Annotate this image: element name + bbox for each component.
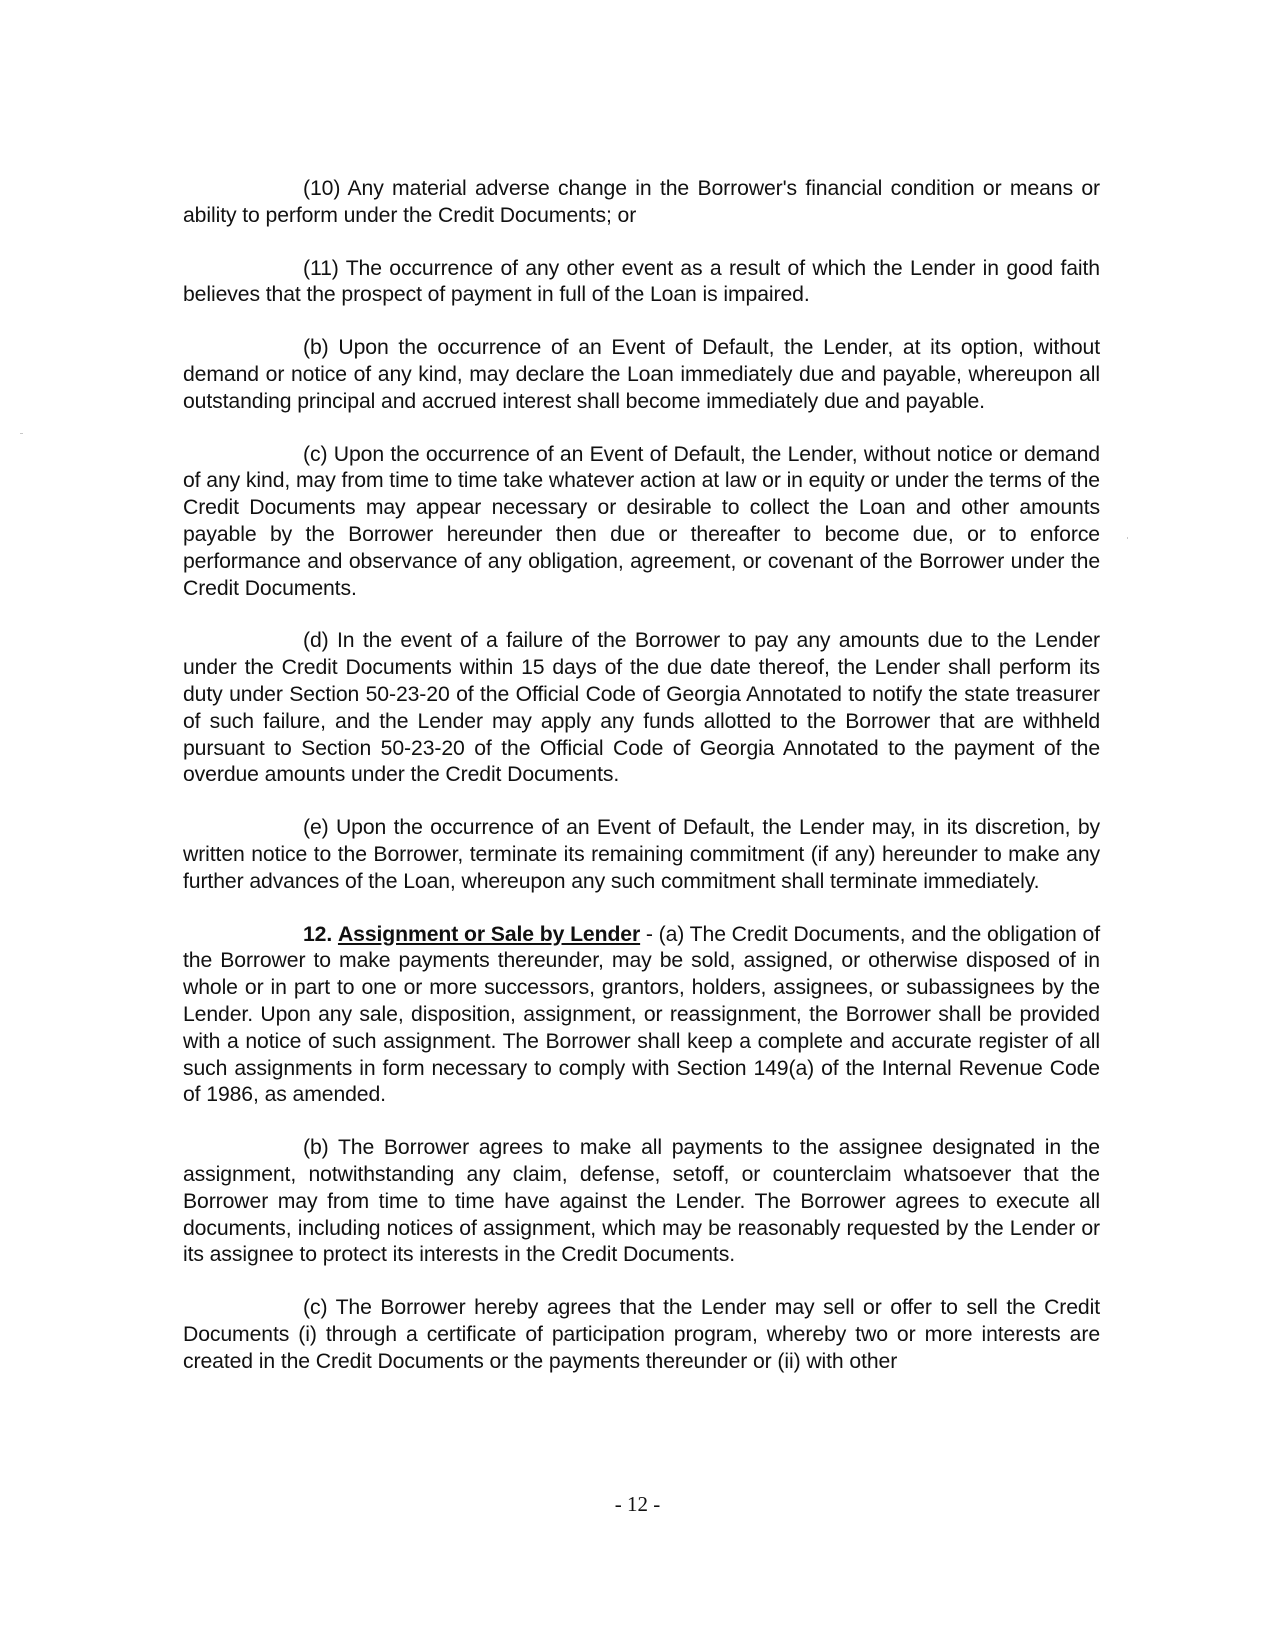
paragraph-b-acceleration: (b) Upon the occurrence of an Event of Default, the Lender, at its option, without demand or notice of any kind, may declare the Loan immediately due and payable, whereupon all outstanding principal and accrued interest shall become immediately due and payable. [183,336,1100,413]
document-page [183,176,1100,1401]
section-12-paragraph-c: (c) The Borrower hereby agrees that the Lender may sell or offer to sell the Credit Documents (i) through a certificate of participation program, whereby two or more interests are created in the Credit Documents or the payments thereunder or (ii) with other [183,1296,1100,1373]
paragraph-c-remedies: (c) Upon the occurrence of an Event of Default, the Lender, without notice or demand of any kind, may from time to time take whatever action at law or in equity or under the terms of the Credit Documents may appear necessary or desirable to collect the Loan and other amounts payable by the Borrower hereunder then due or thereafter to become due, or to enforce performance and observance of any obligation, agreement, or covenant of the Borrower under the Credit Documents. [183,442,1100,600]
section-12-paragraph-a [183,922,1100,1110]
scan-artifact [20,433,23,434]
paragraph-item-10: (10) Any material adverse change in the Borrower's financial condition or means or ability to perform under the Credit Documents; or [183,177,1100,227]
paragraph-e-termination: (e) Upon the occurrence of an Event of Default, the Lender may, in its discretion, by written notice to the Borrower, terminate its remaining commitment (if any) hereunder to make any further advances of the Loan, whereupon any such commitment shall terminate immediately. [183,816,1100,893]
page-number: - 12 - [614,1492,661,1516]
paragraph-item-11: (11) The occurrence of any other event as a result of which the Lender in good faith believes that the prospect of payment in full of the Loan is impaired. [183,256,1100,307]
section-12-text-a: - (a) The Credit Documents, and the obligation of the Borrower to make payments thereunder, may be sold, assigned, or otherwise disposed of in whole or in part to one or more successors, grantors, holders, assignees, or subassignees by the Lender. Upon any sale, disposition, assignment, or reassignment, the Borrower shall be provided with a notice of such assignment. The Borrower shall keep a complete and accurate register of all such assignments in form necessary to comply with Section 149(a) of the Internal Revenue Code of 1986, as amended. [183,922,1100,1107]
section-12-paragraph-b: (b) The Borrower agrees to make all payments to the assignee designated in the assignment, notwithstanding any claim, defense, setoff, or counterclaim whatsoever that the Borrower may from time to time have against the Lender. The Borrower agrees to execute all documents, including notices of assignment, which may be reasonably requested by the Lender or its assignee to protect its interests in the Credit Documents. [183,1136,1100,1267]
scan-artifact [1127,537,1128,539]
section-heading: Assignment or Sale by Lender [337,922,641,946]
paragraph-d-state-treasurer: (d) In the event of a failure of the Borrower to pay any amounts due to the Lender under the Credit Documents within 15 days of the due date thereof, the Lender shall perform its duty under Section 50-23-20 of the Official Code of Georgia Annotated to notify the state treasurer of such failure, and the Lender may apply any funds allotted to the Borrower that are withheld pursuant to Section 50-23-20 of the Official Code of Georgia Annotated to the payment of the overdue amounts under the Credit Documents. [183,629,1100,787]
section-number: 12. [303,922,333,946]
